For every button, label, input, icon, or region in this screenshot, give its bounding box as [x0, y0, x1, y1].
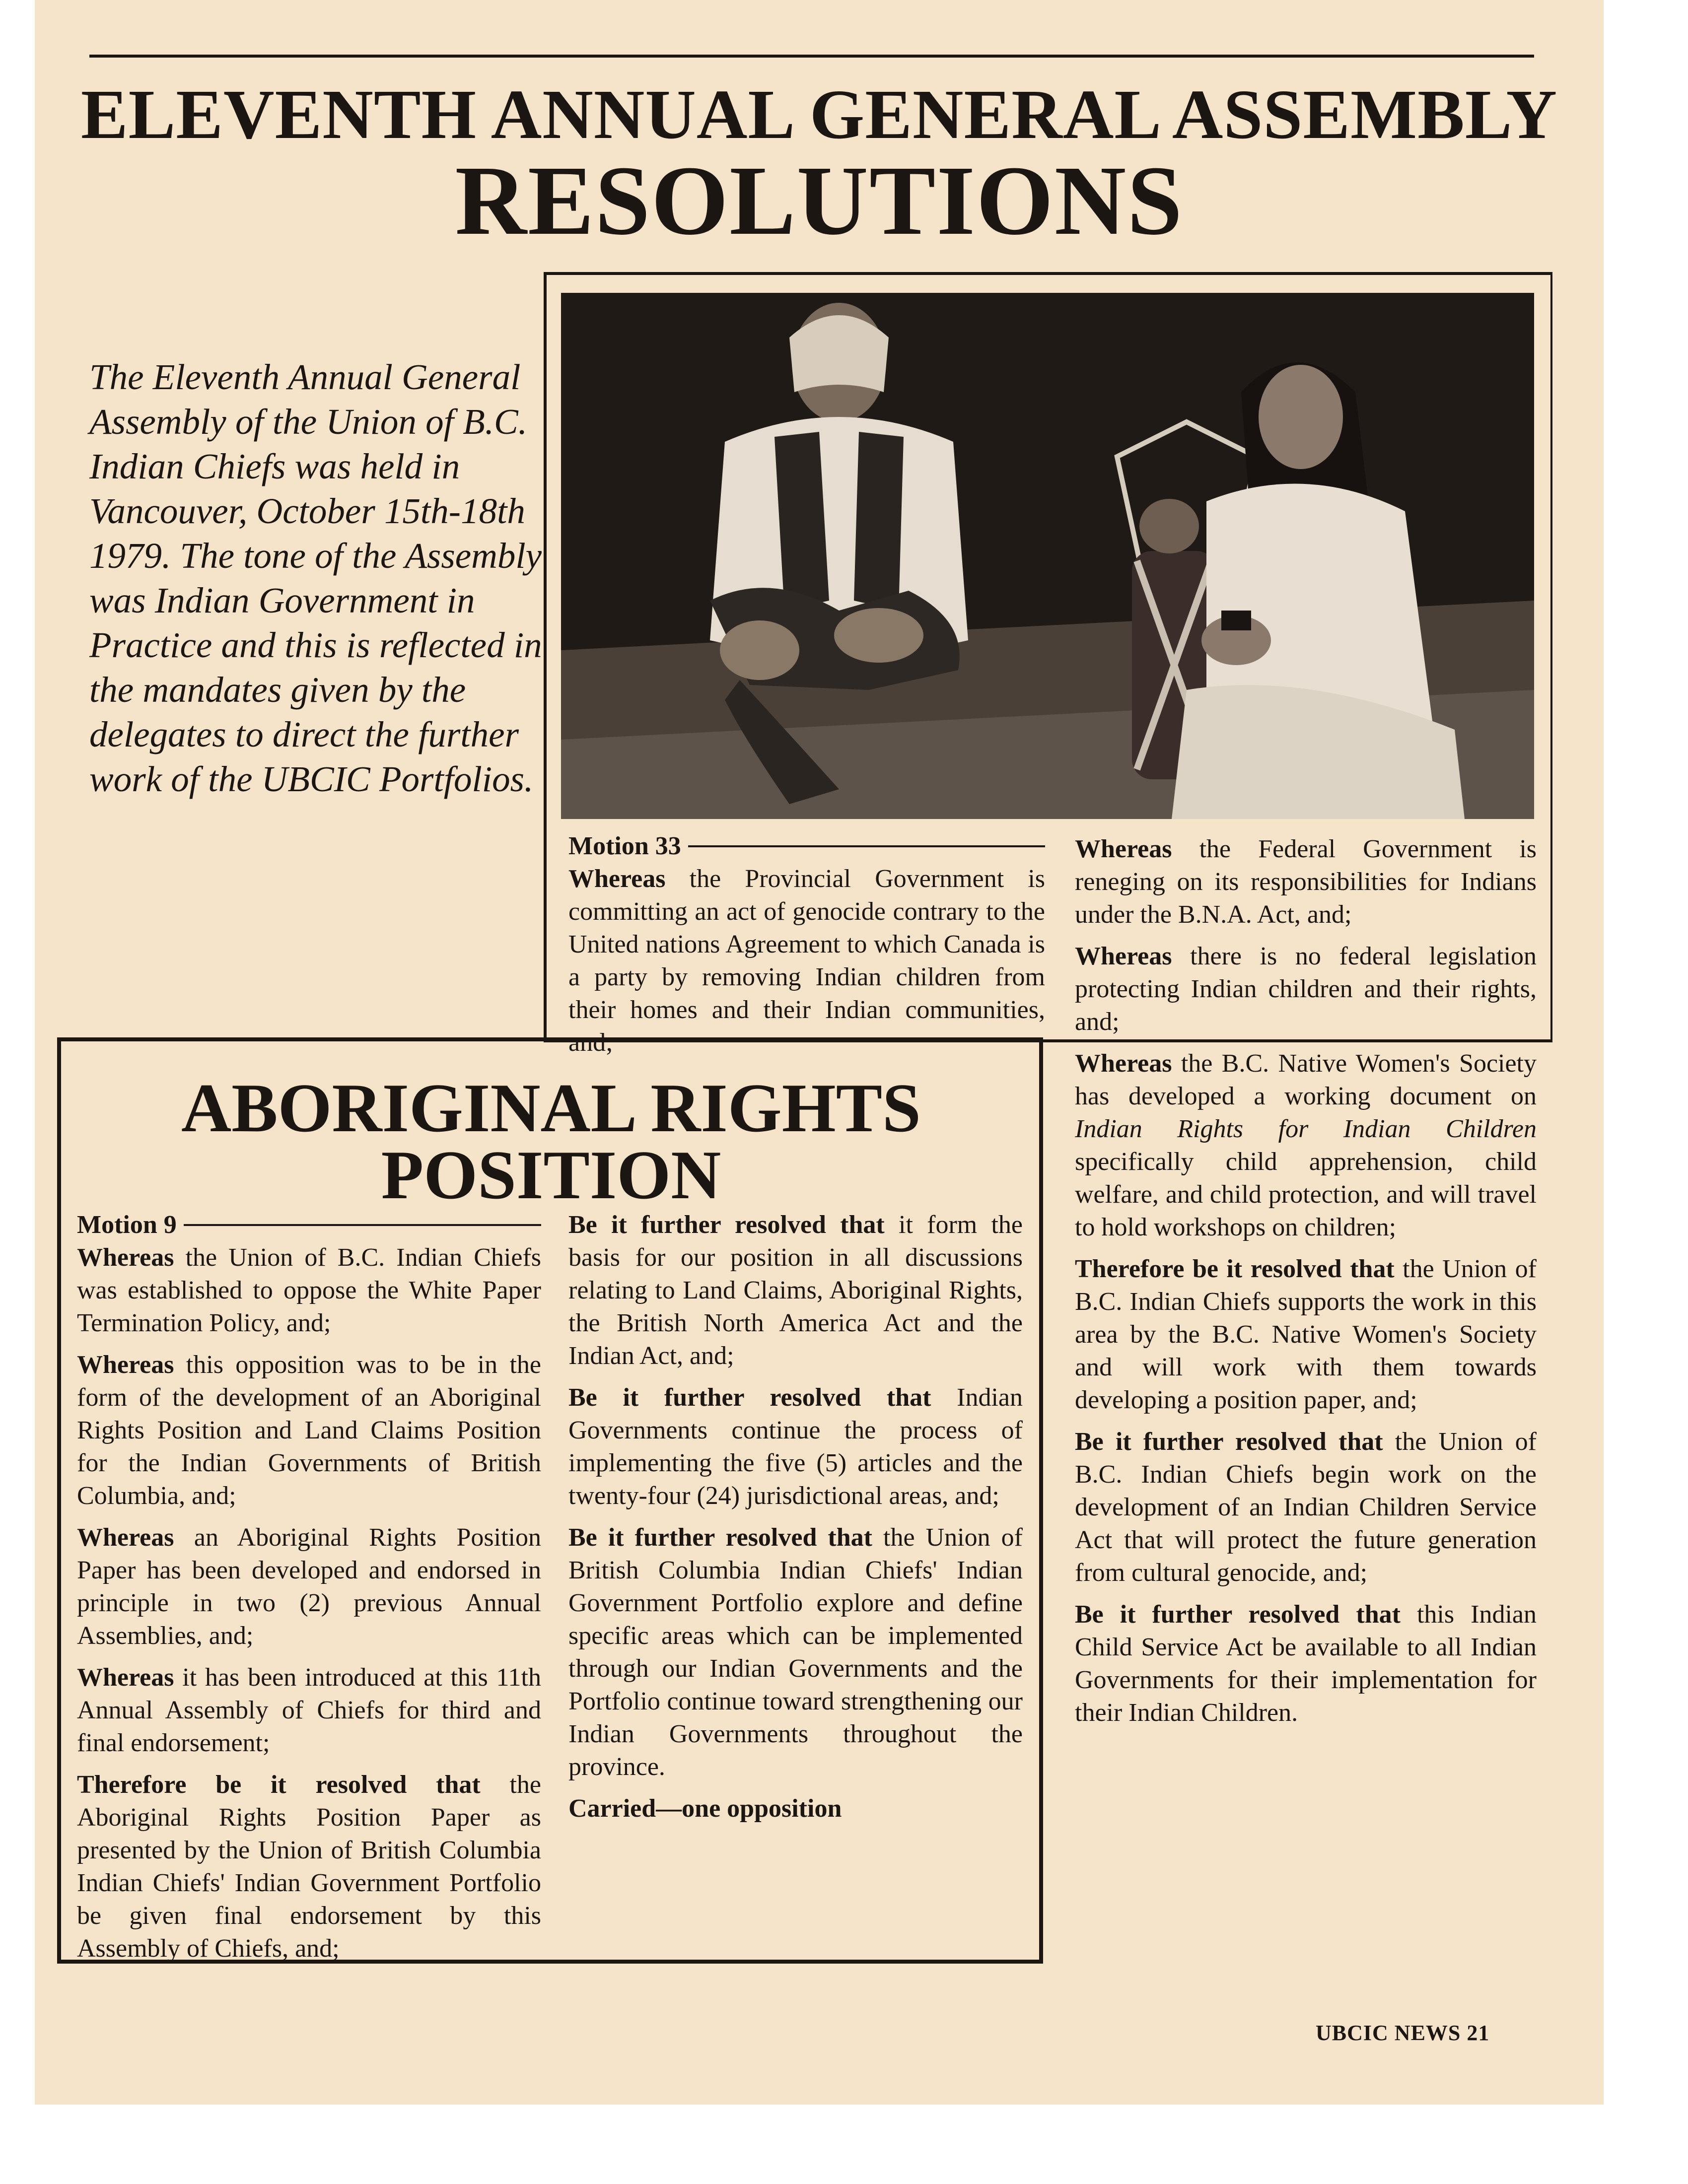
aboriginal-rights-title: ABORIGINAL RIGHTS POSITION — [181, 1070, 921, 1214]
motion9-paragraph-7: Be it further resolved that Indian Governments continue the process of implementing the five (5) articles and the twenty-four (24) jurisdictional areas, and; — [568, 1383, 1023, 1510]
motion9-heading: Motion 9 — [77, 1209, 541, 1241]
page-title-line1: ELEVENTH ANNUAL GENERAL ASSEMBLY — [80, 75, 1558, 153]
motion33-column-1 — [568, 830, 1045, 1059]
motion33-paragraph-4: Whereas the B.C. Native Women's Society has developed a working document on Indian Rights for Indian Children specifically child apprehension, child welfare, and child protection, and will travel to hold workshops on children; — [1075, 1049, 1537, 1241]
motion33-column-2 — [1075, 824, 1537, 1738]
photo-icon — [561, 293, 1534, 819]
page-footer: UBCIC NEWS 21 — [1316, 2021, 1490, 2045]
motion9-paragraph-6: Be it further resolved that it form the basis for our position in all discussions relating to Land Claims, Aboriginal Rights, the British North America Act and the Indian Act, and; — [568, 1211, 1023, 1370]
motion33-heading: Motion 33 — [568, 830, 1045, 863]
motion33-paragraph-5: Therefore be it resolved that the Union of B.C. Indian Chiefs supports the work in this area by the B.C. Native Women's Society and will work with them towards developing a position paper, and; — [1075, 1255, 1537, 1414]
motion9-result: Carried—one opposition — [568, 1794, 842, 1823]
motion9-paragraph-1: Whereas the Union of B.C. Indian Chiefs was established to oppose the White Paper Termination Policy, and; — [77, 1243, 541, 1337]
motion9-paragraph-4: Whereas it has been introduced at this 11th Annual Assembly of Chiefs for third and final endorsement; — [77, 1663, 541, 1757]
intro-text: The Eleventh Annual General Assembly of the Union of B.C. Indian Chiefs was held in Vancouver, October 15th-18th 1979. The tone of the Assembly was Indian Government in Practice and this is reflected in the mandates given by the delegates to direct the further work of the UBCIC Portfolios. — [89, 357, 542, 799]
top-rule — [89, 55, 1534, 58]
motion33-paragraph-2: Whereas the Federal Government is reneging on its responsibilities for Indians under the B.N.A. Act, and; — [1075, 835, 1537, 929]
motion33-paragraph-1: Whereas the Provincial Government is committing an act of genocide contrary to the United nations Agreement to which Canada is a party by removing Indian children from their homes and their Indian communities, and; — [568, 865, 1045, 1057]
motion33-paragraph-7: Be it further resolved that this Indian Child Service Act be available to all Indian Governments for their implementation for their Indian Children. — [1075, 1600, 1537, 1727]
page-title-line2: RESOLUTIONS — [455, 146, 1184, 256]
motion33-paragraph-6: Be it further resolved that the Union of B.C. Indian Chiefs begin work on the development of an Indian Children Service Act that will protect the future generation from cultural genocide, and; — [1075, 1428, 1537, 1587]
newsletter-page — [35, 0, 1604, 2105]
motion33-paragraph-3: Whereas there is no federal legislation protecting Indian children and their rights, and; — [1075, 942, 1537, 1036]
motion9-paragraph-8: Be it further resolved that the Union of British Columbia Indian Chiefs' Indian Government Portfolio explore and define specific areas which can be implemented through our Indian Governments and the Portfolio continue toward strengthening our Indian Governments throughout the province. — [568, 1523, 1023, 1781]
motion9-column-2 — [568, 1209, 1023, 1834]
motion9-paragraph-3: Whereas an Aboriginal Rights Position Paper has been developed and endorsed in principle in two (2) previous Annual Assemblies, and; — [77, 1523, 541, 1650]
motion9-paragraph-2: Whereas this opposition was to be in the form of the development of an Aboriginal Rights Position and Land Claims Position for the Indian Governments of British Columbia, and; — [77, 1351, 541, 1510]
motion9-paragraph-5: Therefore be it resolved that the Aboriginal Rights Position Paper as presented by the Union of British Columbia Indian Chiefs' Indian Government Portfolio be given final endorsement by this Assembly of Chiefs, and; — [77, 1771, 541, 1963]
motion9-column-1 — [77, 1209, 541, 1974]
